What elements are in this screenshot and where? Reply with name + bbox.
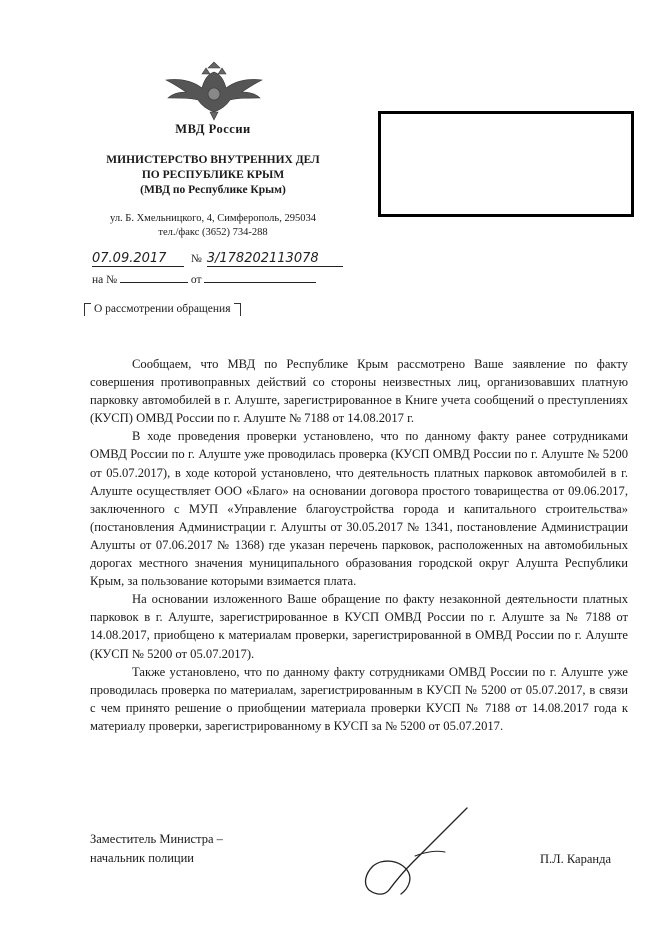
phone-fax-line: тел./факс (3652) 734-288 [158, 227, 268, 238]
ministry-line-2: ПО РЕСПУБЛИКЕ КРЫМ [141, 169, 285, 181]
reference-date-blank [204, 282, 316, 283]
reference-line [92, 273, 316, 287]
body-paragraph: На основании изложенного Ваше обращение по факту незаконной деятельности платных парковок в г. Алуште, зарегистрированное в КУСП ОМВД России по г. Алуште за № 7188 от 14.08.2017, приобщено к материалам проверки, зарегистрированной в ОМВД России по г. Алуште (КУСП № 5200 от 05.07.2017). [90, 592, 628, 661]
registration-date-number [92, 252, 343, 267]
reference-from-label: от [190, 274, 202, 286]
signatory-position [90, 830, 223, 868]
signatory-name: П.Л. Каранда [540, 852, 611, 866]
handwritten-date: 07.09.2017 [92, 252, 184, 267]
subject-bracket-right [234, 303, 241, 316]
body-paragraph: Сообщаем, что МВД по Республике Крым рассмотрено Ваше заявление по факту совершения противоправных действий со стороны неизвестных лиц, организовавших платную парковку автомобилей в г. Алуште, зарегистрированное в Книге учета сообщений о преступлениях (КУСП) ОМВД России по г. Алуште № 7188 от 14.08.2017 г. [90, 357, 628, 426]
signatory-position-line-2: начальник полиции [90, 851, 194, 865]
organization-short-name: МВД России [175, 122, 251, 136]
handwritten-signature [355, 800, 480, 900]
body-paragraph: В ходе проведения проверки установлено, что по данному факту ранее сотрудниками ОМВД России по г. Алуште уже проводилась проверка (КУСП ОМВД России по г. Алуште № 5200 от 05.07.2017), в ходе которой установлено, что деятельность платных парковок автомобилей в г. Алуште осуществляет ООО «Благо» на основании договора простого товарищества от 09.06.2017, заключенного с МУП «Управление благоустройства города и капитального строительства» (постановления Администрации г. Алушты от 30.05.2017 № 1341, постановление Администрации Алушты от 07.06.2017 № 1368) где указан перечень парковок, расположенных на автомобильных дорогах местного значения муниципального образования городской округ Алушта Республики Крым, за пользование которыми взимается плата. [90, 429, 628, 589]
address-line: ул. Б. Хмельницкого, 4, Симферополь, 295034 [110, 213, 316, 224]
handwritten-number: 3/178202113078 [207, 252, 343, 267]
ministry-line-1: МИНИСТЕРСТВО ВНУТРЕННИХ ДЕЛ [106, 154, 320, 166]
signatory-position-line-1: Заместитель Министра – [90, 832, 223, 846]
ministry-line-3: (МВД по Республике Крым) [140, 184, 286, 196]
subject-line [86, 303, 231, 315]
reference-number-label: на № [92, 274, 118, 286]
address-block [90, 212, 336, 240]
subject-text: О рассмотрении обращения [94, 303, 231, 315]
reference-number-blank [120, 282, 188, 283]
number-label: № [190, 253, 202, 265]
subject-bracket-left [84, 303, 91, 316]
ministry-name [70, 153, 356, 198]
redacted-recipient-box [378, 111, 634, 217]
letter-body [90, 355, 628, 735]
double-headed-eagle-emblem-icon [158, 58, 270, 122]
body-paragraph: Также установлено, что по данному факту сотрудниками ОМВД России по г. Алуште уже проводилась проверка по материалам, зарегистрированным в КУСП № 5200 от 05.07.2017, в связи с чем принято решение о приобщении материала проверки КУСП № 7188 от 14.08.2017 года к материалу проверки, зарегистрированному в КУСП за № 5200 от 05.07.2017. [90, 664, 628, 733]
